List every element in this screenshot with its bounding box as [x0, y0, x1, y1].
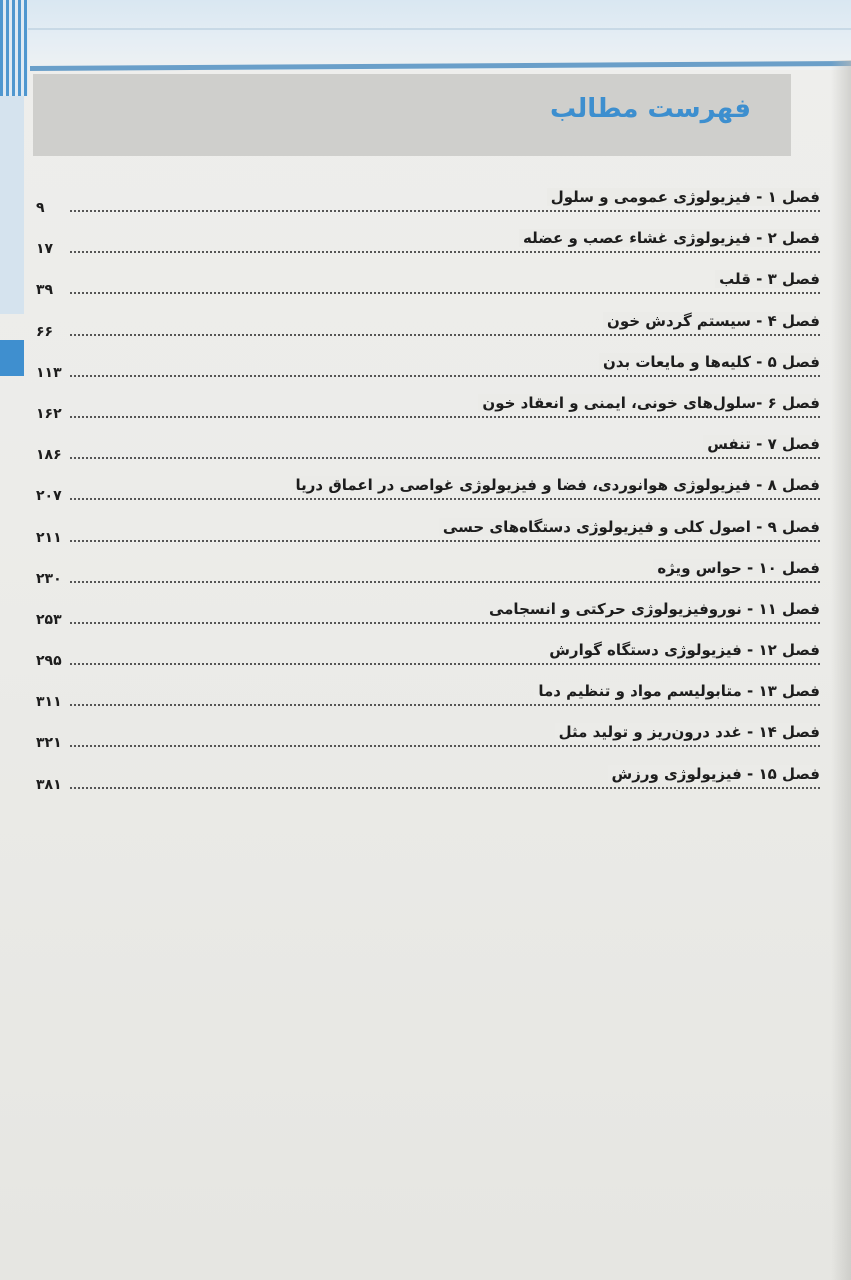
toc-leader-dots	[70, 210, 820, 212]
toc-row	[36, 555, 820, 596]
toc-chapter-title: فصل ۱۱ - نوروفیزیولوژی حرکتی و انسجامی	[485, 600, 820, 618]
toc-leader-dots	[70, 334, 820, 336]
left-side-bar	[0, 96, 24, 314]
left-stripes-decoration	[0, 0, 28, 96]
toc-row	[36, 431, 820, 472]
toc-chapter-title: فصل ۱۰ - حواس ویژه	[653, 559, 820, 577]
top-stripe	[0, 28, 851, 30]
header-box	[33, 74, 791, 156]
toc-leader-dots	[70, 787, 820, 789]
toc-chapter-title: فصل ۵ - کلیه‌ها و مایعات بدن	[599, 353, 820, 371]
toc-row	[36, 514, 820, 555]
toc-page-number: ۲۵۳	[36, 611, 62, 628]
toc-row	[36, 349, 820, 390]
toc-page-number: ۳۸۱	[36, 776, 62, 793]
toc-row	[36, 225, 820, 266]
toc-row	[36, 266, 820, 307]
toc-page-number: ۶۶	[36, 323, 54, 340]
toc-chapter-title: فصل ۶ -سلول‌های خونی، ایمنی و انعقاد خون	[478, 394, 820, 412]
toc-chapter-title: فصل ۱۳ - متابولیسم مواد و تنظیم دما	[534, 682, 820, 700]
table-of-contents	[36, 184, 820, 802]
toc-leader-dots	[70, 498, 820, 500]
toc-chapter-title: فصل ۱۴ - غدد درون‌ریز و تولید مثل	[555, 723, 820, 741]
toc-row	[36, 719, 820, 760]
toc-leader-dots	[70, 663, 820, 665]
toc-chapter-title: فصل ۷ - تنفس	[703, 435, 820, 453]
toc-page-number: ۲۹۵	[36, 653, 62, 670]
toc-leader-dots	[70, 581, 820, 583]
toc-leader-dots	[70, 457, 820, 459]
toc-chapter-title: فصل ۱۵ - فیزیولوژی ورزش	[608, 765, 820, 783]
toc-page-number: ۱۶۲	[36, 405, 62, 422]
toc-row	[36, 308, 820, 349]
toc-page-number: ۱۷	[36, 241, 54, 258]
left-side-tab	[0, 340, 24, 376]
toc-chapter-title: فصل ۸ - فیزیولوژی هوانوردی، فضا و فیزیولوژی غواصی در اعماق دریا	[292, 476, 821, 494]
toc-row	[36, 761, 820, 802]
toc-page-number: ۳۲۱	[36, 735, 62, 752]
toc-row	[36, 390, 820, 431]
top-band	[0, 0, 851, 70]
toc-leader-dots	[70, 540, 820, 542]
toc-leader-dots	[70, 745, 820, 747]
toc-page-number: ۳۱۱	[36, 694, 62, 711]
toc-leader-dots	[70, 251, 820, 253]
toc-chapter-title: فصل ۱۲ - فیزیولوژی دستگاه گوارش	[545, 641, 820, 659]
toc-page-number: ۲۰۷	[36, 488, 62, 505]
toc-page-number: ۱۱۳	[36, 364, 62, 381]
page-title: فهرست مطالب	[550, 94, 751, 124]
toc-page-number: ۹	[36, 200, 45, 216]
toc-page-number: ۲۳۰	[36, 570, 62, 587]
toc-row	[36, 678, 820, 719]
toc-page-number: ۳۹	[36, 282, 54, 299]
toc-row	[36, 184, 820, 225]
toc-leader-dots	[70, 416, 820, 418]
toc-leader-dots	[70, 292, 820, 294]
toc-leader-dots	[70, 375, 820, 377]
toc-chapter-title: فصل ۲ - فیزیولوژی غشاء عصب و عضله	[519, 229, 820, 247]
toc-row	[36, 472, 820, 513]
toc-leader-dots	[70, 704, 820, 706]
toc-chapter-title: فصل ۱ - فیزیولوژی عمومی و سلول	[547, 188, 820, 206]
toc-chapter-title: فصل ۳ - قلب	[715, 270, 820, 288]
toc-row	[36, 637, 820, 678]
toc-row	[36, 596, 820, 637]
toc-chapter-title: فصل ۴ - سیستم گردش خون	[603, 312, 820, 330]
page-curl-shadow	[831, 60, 851, 1280]
toc-leader-dots	[70, 622, 820, 624]
toc-chapter-title: فصل ۹ - اصول کلی و فیزیولوژی دستگاه‌های حسی	[439, 518, 820, 536]
toc-page-number: ۱۸۶	[36, 447, 62, 464]
toc-page-number: ۲۱۱	[36, 529, 62, 546]
